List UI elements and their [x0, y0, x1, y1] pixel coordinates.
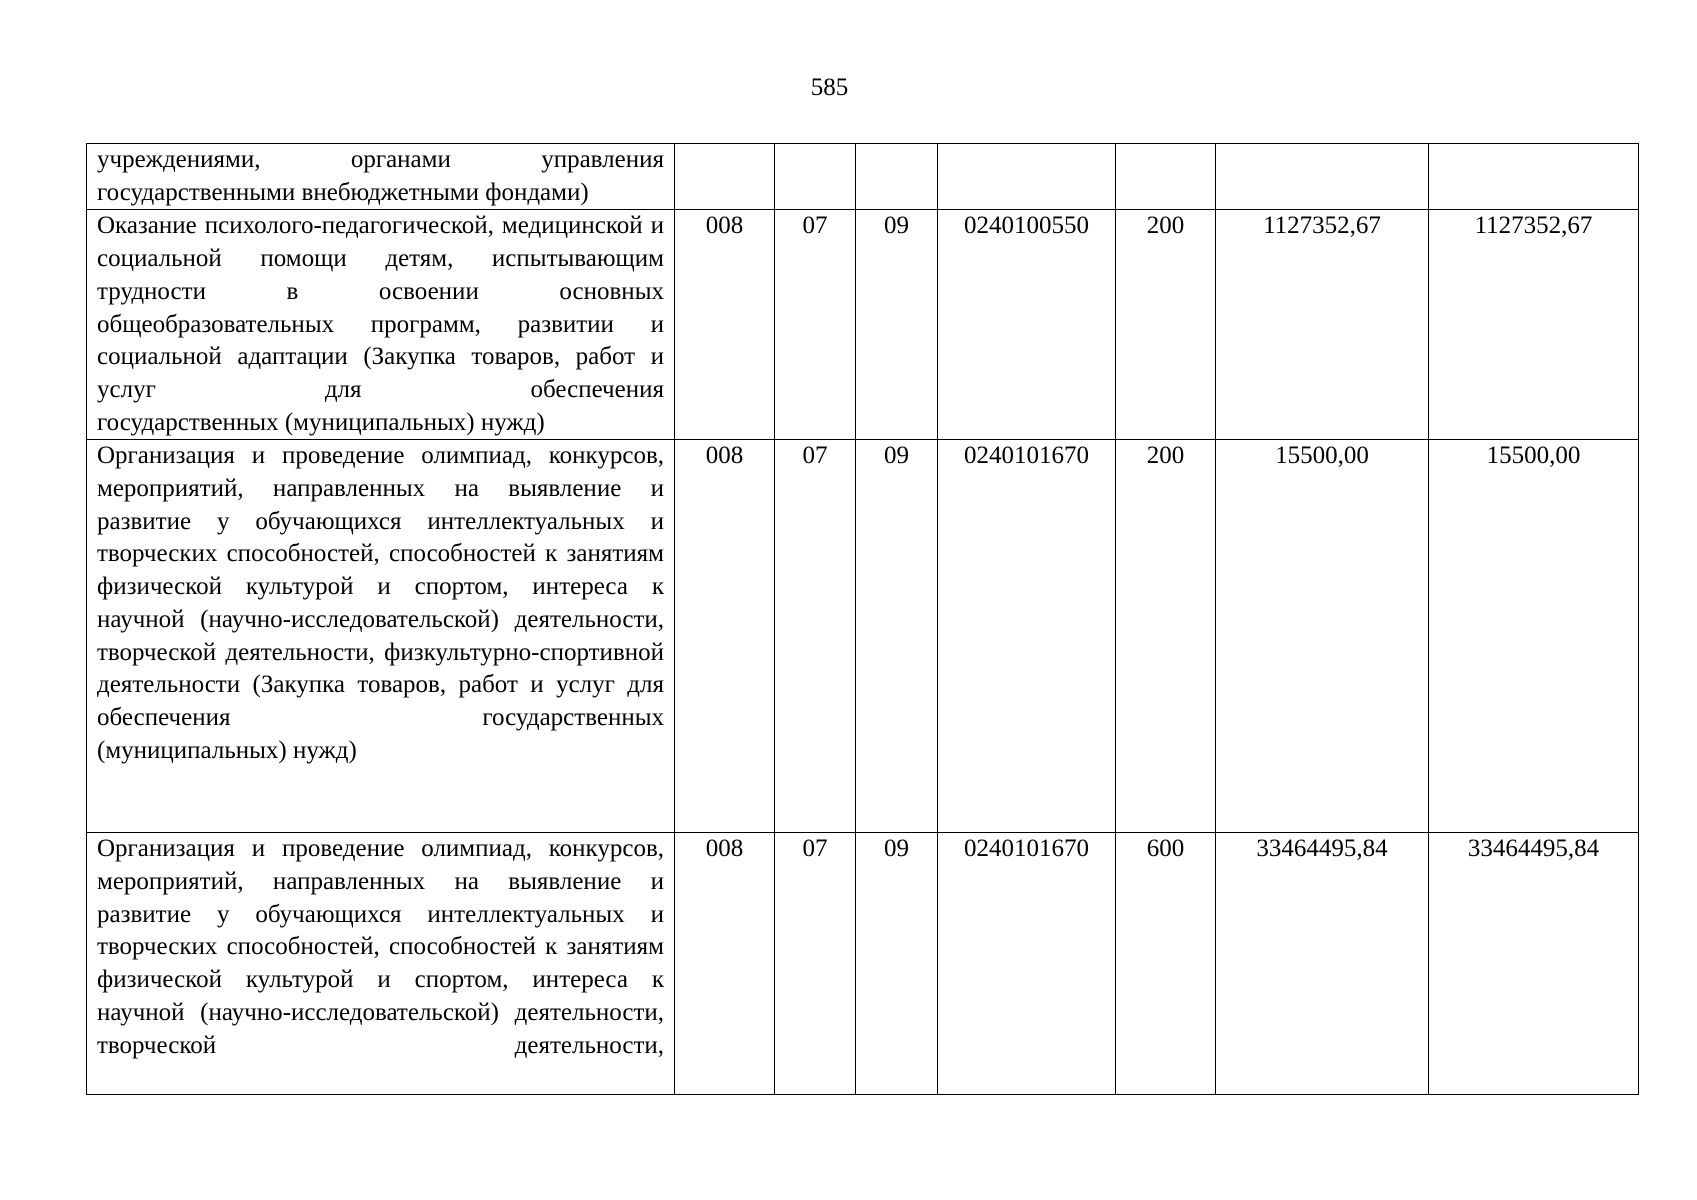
table-row [87, 440, 1639, 833]
target-article-code: 0240101670 [938, 833, 1116, 1095]
expense-kind-code [1116, 144, 1216, 210]
amount-first: 1127352,67 [1216, 210, 1429, 440]
page-number: 585 [810, 74, 849, 101]
row-description: учреждениями, органами управления государственными внебюджетными фондами) [87, 144, 675, 210]
target-article-code [938, 144, 1116, 210]
ministry-code: 008 [675, 440, 775, 833]
section-code: 07 [775, 210, 856, 440]
amount-second: 33464495,84 [1429, 833, 1639, 1095]
subsection-code: 09 [856, 440, 938, 833]
section-code: 07 [775, 440, 856, 833]
target-article-code: 0240101670 [938, 440, 1116, 833]
amount-second: 1127352,67 [1429, 210, 1639, 440]
subsection-code [856, 144, 938, 210]
table-row [87, 210, 1639, 440]
expense-kind-code: 200 [1116, 210, 1216, 440]
section-code: 07 [775, 833, 856, 1095]
subsection-code: 09 [856, 210, 938, 440]
target-article-code: 0240100550 [938, 210, 1116, 440]
row-description: Организация и проведение олимпиад, конкурсов, мероприятий, направленных на выявление и развитие у обучающихся интеллектуальных и творческих способностей, способностей к занятиям физической культурой и спортом, интереса к научной (научно-исследовательской) деятельности, творческой деятельности, [87, 833, 675, 1095]
table-row [87, 144, 1639, 210]
expense-kind-code: 600 [1116, 833, 1216, 1095]
ministry-code: 008 [675, 210, 775, 440]
amount-second [1429, 144, 1639, 210]
section-code [775, 144, 856, 210]
subsection-code: 09 [856, 833, 938, 1095]
amount-first: 15500,00 [1216, 440, 1429, 833]
ministry-code [675, 144, 775, 210]
table-row [87, 833, 1639, 1095]
ministry-code: 008 [675, 833, 775, 1095]
row-description: Оказание психолого-педагогической, медицинской и социальной помощи детям, испытывающим трудности в освоении основных общеобразовательных программ, развитии и социальной адаптации (Закупка товаров, работ и услуг для обеспечения государственных (муниципальных) нужд) [87, 210, 675, 440]
budget-table [86, 143, 1639, 1095]
expense-kind-code: 200 [1116, 440, 1216, 833]
amount-first [1216, 144, 1429, 210]
amount-second: 15500,00 [1429, 440, 1639, 833]
row-description: Организация и проведение олимпиад, конкурсов, мероприятий, направленных на выявление и развитие у обучающихся интеллектуальных и творческих способностей, способностей к занятиям физической культурой и спортом, интереса к научной (научно-исследовательской) деятельности, творческой деятельности, физкультурно-спортивной деятельности (Закупка товаров, работ и услуг для обеспечения государственных (муниципальных) нужд) [87, 440, 675, 833]
amount-first: 33464495,84 [1216, 833, 1429, 1095]
